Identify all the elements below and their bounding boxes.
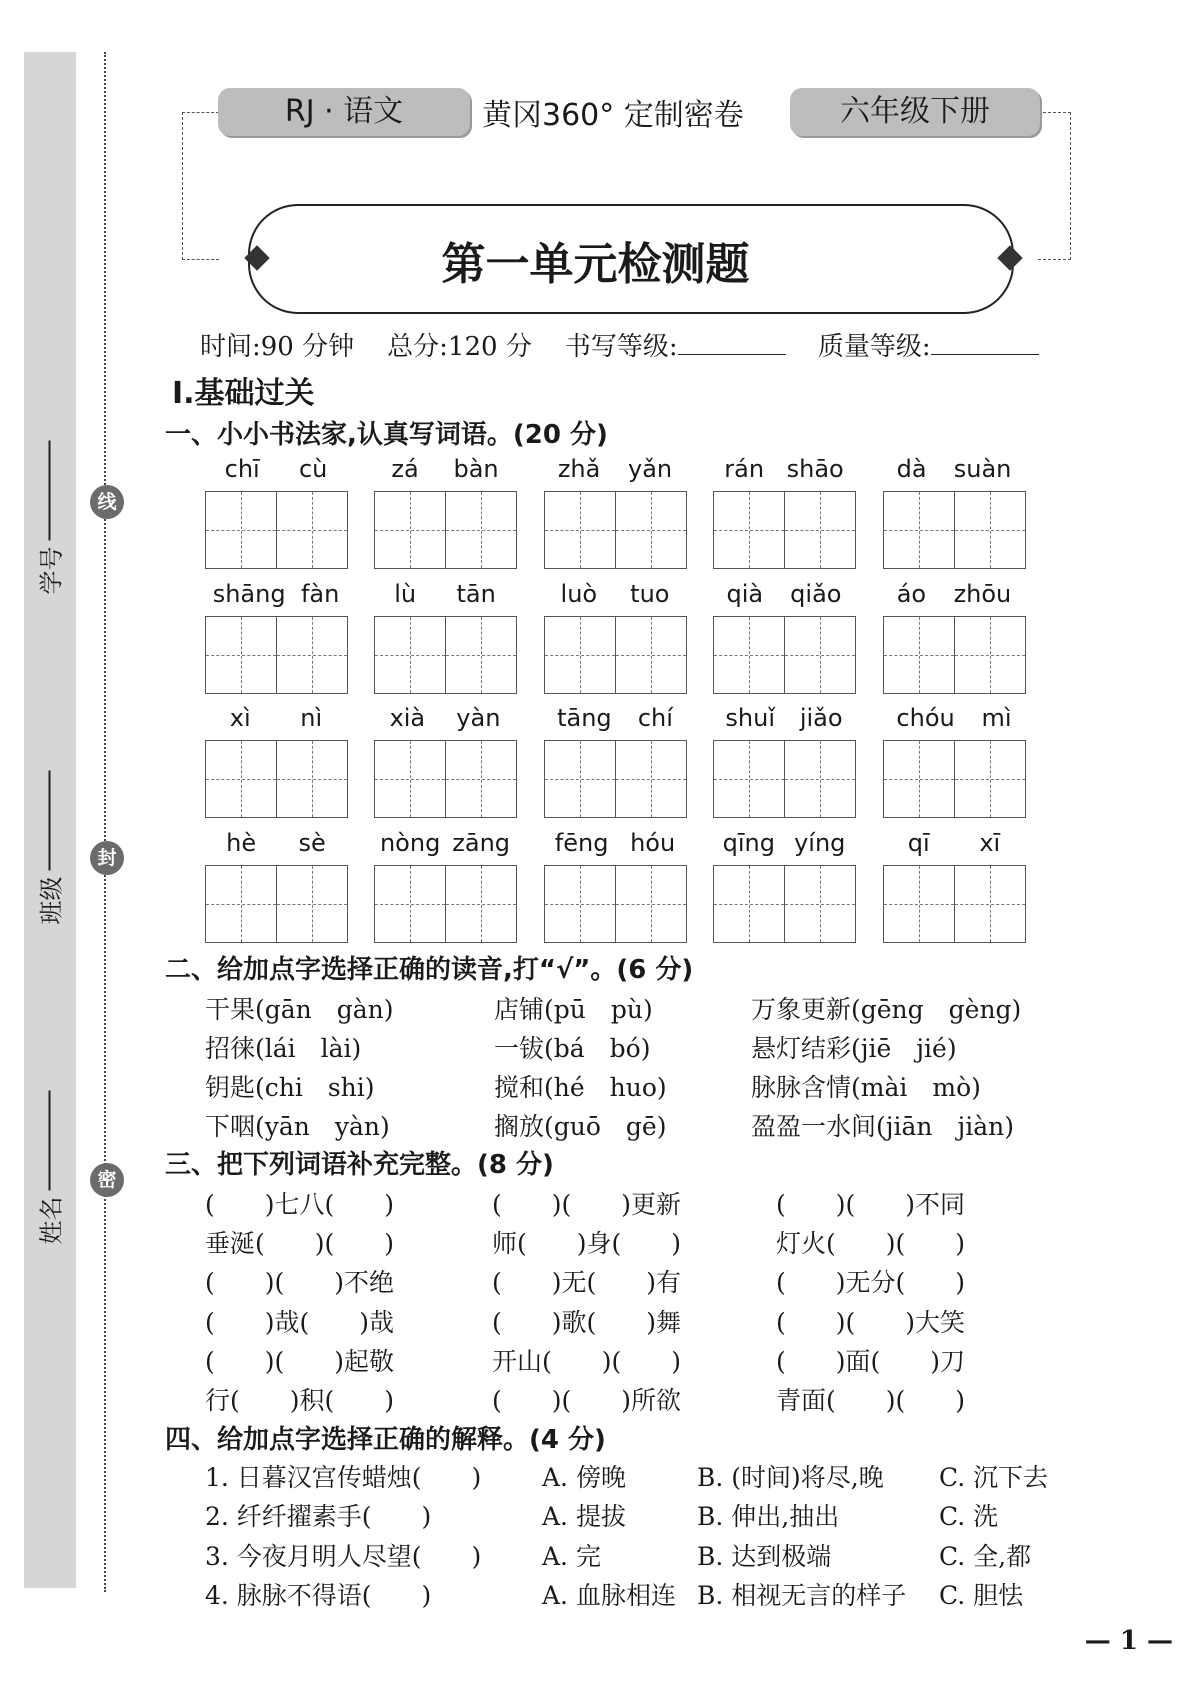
- writing-box-pair: [883, 616, 1025, 693]
- writing-box-pair: [883, 740, 1025, 817]
- question-item[interactable]: 2. 纤纤擢素手( ): [205, 1502, 432, 1532]
- writing-cell[interactable]: [445, 740, 517, 818]
- pinyin: hóu: [630, 829, 676, 857]
- writing-box-pair: [544, 865, 686, 942]
- pinyin: jiǎo: [799, 704, 843, 732]
- answer-option: B. (时间)将尽,晚: [697, 1463, 884, 1492]
- pinyin-pair: [374, 704, 516, 732]
- pinyin: áo: [896, 580, 927, 608]
- pinyin-pair: [205, 704, 347, 732]
- writing-cell[interactable]: [445, 491, 517, 569]
- writing-cell[interactable]: [276, 865, 348, 943]
- idiom-blank-item[interactable]: ( )( )不同: [776, 1190, 966, 1219]
- quality-grade-blank[interactable]: [931, 354, 1039, 355]
- pronunciation-item[interactable]: 招徕(lái lài): [205, 1034, 362, 1063]
- pinyin-pair: [544, 829, 686, 857]
- writing-box-pair: [374, 865, 516, 942]
- writing-cell[interactable]: [954, 491, 1026, 569]
- idiom-blank-item[interactable]: ( )( )大笑: [776, 1307, 966, 1337]
- pinyin-pair: [883, 580, 1025, 608]
- writing-box-pair: [883, 865, 1025, 942]
- idiom-blank-item[interactable]: 开山( )( ): [492, 1346, 682, 1376]
- pinyin-pair: [205, 455, 347, 483]
- idiom-blank-item[interactable]: 师( )身( ): [492, 1229, 682, 1259]
- writing-cell[interactable]: [445, 865, 517, 943]
- time-info: 时间:90 分钟: [200, 332, 355, 362]
- idiom-blank-item[interactable]: 灯火( )( ): [776, 1229, 966, 1259]
- pinyin-pair: [374, 455, 516, 483]
- pinyin-pair: [713, 580, 855, 608]
- pinyin: shāo: [786, 455, 844, 483]
- idiom-blank-item[interactable]: ( )( )所欲: [492, 1386, 682, 1415]
- idiom-blank-item[interactable]: ( )面( )刀: [776, 1346, 966, 1376]
- q2-heading: 二、给加点字选择正确的读音,打“√”。(6 分): [165, 955, 694, 985]
- pinyin-pair: [713, 455, 855, 483]
- pinyin: mì: [981, 704, 1012, 732]
- writing-cell[interactable]: [205, 740, 277, 818]
- writing-cell[interactable]: [374, 616, 446, 694]
- idiom-blank-item[interactable]: 垂涎( )( ): [205, 1229, 395, 1259]
- pinyin: qī: [907, 829, 930, 857]
- pinyin: tāng: [557, 704, 612, 732]
- pinyin: shuǐ: [725, 704, 775, 732]
- writing-grade-label: 书写等级:: [564, 332, 678, 362]
- answer-option: B. 伸出,抽出: [697, 1502, 840, 1532]
- pinyin: shāng: [212, 580, 286, 608]
- seal-mi: 密: [90, 1163, 124, 1197]
- pinyin-pair: [374, 580, 516, 608]
- name-field[interactable]: [32, 1091, 67, 1245]
- writing-box-pair: [205, 865, 347, 942]
- seal-xian: 线: [90, 485, 124, 519]
- writing-cell[interactable]: [374, 740, 446, 818]
- name-label: 姓名: [37, 1196, 66, 1245]
- writing-cell[interactable]: [784, 491, 856, 569]
- pronunciation-item[interactable]: 店铺(pū pù): [494, 995, 653, 1024]
- writing-box-pair: [544, 491, 686, 568]
- answer-option: B. 相视无言的样子: [697, 1580, 907, 1610]
- pinyin: zhǎ: [557, 455, 601, 483]
- writing-box-pair: [713, 616, 855, 693]
- q4-heading: 四、给加点字选择正确的解释。(4 分): [165, 1425, 606, 1455]
- pinyin: cù: [298, 455, 328, 483]
- q3-heading: 三、把下列词语补充完整。(8 分): [165, 1150, 554, 1180]
- pinyin: suàn: [953, 455, 1012, 483]
- writing-cell[interactable]: [544, 616, 616, 694]
- class-label: 班级: [37, 876, 66, 925]
- idiom-blank-item[interactable]: ( )( )不绝: [205, 1268, 395, 1298]
- pinyin: chóu: [896, 704, 955, 732]
- writing-box-pair: [205, 616, 347, 693]
- pinyin: sè: [298, 829, 326, 857]
- pronunciation-item[interactable]: 一钹(bá bó): [494, 1034, 651, 1063]
- writing-cell[interactable]: [883, 491, 955, 569]
- idiom-blank-item[interactable]: ( )无( )有: [492, 1268, 682, 1298]
- question-item[interactable]: 1. 日暮汉宫传蜡烛( ): [205, 1463, 482, 1492]
- pinyin: xì: [229, 704, 251, 732]
- writing-cell[interactable]: [615, 740, 687, 818]
- pronunciation-item[interactable]: 搅和(hé huo): [494, 1073, 667, 1102]
- seal-feng: 封: [90, 841, 124, 875]
- writing-box-pair: [713, 740, 855, 817]
- pinyin: chī: [224, 455, 260, 483]
- writing-box-pair: [374, 491, 516, 568]
- pinyin: zhōu: [953, 580, 1012, 608]
- writing-cell[interactable]: [713, 616, 785, 694]
- writing-cell[interactable]: [374, 865, 446, 943]
- pinyin: bàn: [453, 455, 499, 483]
- writing-cell[interactable]: [276, 740, 348, 818]
- pinyin: luò: [560, 580, 598, 608]
- pinyin: chí: [637, 704, 673, 732]
- idiom-blank-item[interactable]: ( )( )起敬: [205, 1346, 395, 1376]
- writing-box-pair: [374, 740, 516, 817]
- writing-box-pair: [713, 491, 855, 568]
- answer-option: C. 胆怯: [939, 1580, 1024, 1610]
- pinyin: yíng: [794, 829, 846, 857]
- pinyin-pair: [883, 704, 1025, 732]
- writing-cell[interactable]: [883, 865, 955, 943]
- writing-cell[interactable]: [713, 740, 785, 818]
- writing-grade-blank[interactable]: [678, 354, 786, 355]
- writing-cell[interactable]: [544, 865, 616, 943]
- answer-option: C. 沉下去: [939, 1463, 1049, 1492]
- writing-box-pair: [205, 491, 347, 568]
- answer-option: A. 血脉相连: [542, 1580, 676, 1610]
- class-field[interactable]: [32, 771, 67, 925]
- writing-cell[interactable]: [713, 865, 785, 943]
- writing-cell[interactable]: [615, 491, 687, 569]
- writing-box-pair: [374, 616, 516, 693]
- pinyin: nì: [300, 704, 323, 732]
- writing-cell[interactable]: [713, 491, 785, 569]
- pinyin-pair: [205, 580, 347, 608]
- pinyin-pair: [883, 829, 1025, 857]
- writing-cell[interactable]: [954, 616, 1026, 694]
- writing-box-pair: [205, 740, 347, 817]
- pronunciation-item[interactable]: 搁放(guō gē): [494, 1112, 667, 1141]
- idiom-blank-item[interactable]: ( )无分( ): [776, 1268, 966, 1298]
- pinyin: fēng: [554, 829, 609, 857]
- brand-title: 黄冈360° 定制密卷: [482, 98, 744, 133]
- pinyin: tān: [456, 580, 496, 608]
- pinyin: zá: [391, 455, 419, 483]
- writing-cell[interactable]: [445, 616, 517, 694]
- idiom-blank-item[interactable]: ( )歌( )舞: [492, 1307, 682, 1337]
- writing-cell[interactable]: [954, 740, 1026, 818]
- pinyin: qià: [726, 580, 764, 608]
- idiom-blank-item[interactable]: 青面( )( ): [776, 1386, 966, 1415]
- writing-cell[interactable]: [784, 740, 856, 818]
- writing-box-pair: [544, 616, 686, 693]
- writing-cell[interactable]: [954, 865, 1026, 943]
- writing-box-pair: [713, 865, 855, 942]
- pronunciation-item[interactable]: 钥匙(chi shi): [205, 1073, 375, 1102]
- writing-cell[interactable]: [205, 616, 277, 694]
- writing-cell[interactable]: [205, 491, 277, 569]
- pinyin-pair: [883, 455, 1025, 483]
- subject-badge: RJ · 语文: [218, 88, 470, 136]
- page-title: 第一单元检测题: [441, 239, 750, 290]
- pinyin: yàn: [456, 704, 501, 732]
- pinyin: xī: [979, 829, 1001, 857]
- writing-cell[interactable]: [544, 740, 616, 818]
- pinyin: dà: [896, 455, 927, 483]
- idiom-blank-item[interactable]: 行( )积( ): [205, 1386, 395, 1415]
- writing-cell[interactable]: [784, 865, 856, 943]
- pinyin: rán: [724, 455, 765, 483]
- pinyin-pair: [544, 580, 686, 608]
- pronunciation-item[interactable]: 万象更新(gēng gèng): [751, 995, 1022, 1024]
- pinyin-pair: [205, 829, 347, 857]
- quality-grade-label: 质量等级:: [817, 332, 931, 362]
- pinyin-pair: [713, 829, 855, 857]
- pinyin: fàn: [300, 580, 340, 608]
- idiom-blank-item[interactable]: ( )七八( ): [205, 1190, 395, 1219]
- pronunciation-item[interactable]: 盈盈一水间(jiān jiàn): [751, 1112, 1015, 1141]
- writing-cell[interactable]: [615, 865, 687, 943]
- q1-heading: 一、小小书法家,认真写词语。(20 分): [165, 420, 608, 450]
- pinyin: lù: [394, 580, 417, 608]
- pronunciation-item[interactable]: 干果(gān gàn): [205, 995, 394, 1024]
- pinyin: qiǎo: [790, 580, 842, 608]
- question-item[interactable]: 3. 今夜月明人尽望( ): [205, 1541, 482, 1571]
- grade-badge: 六年级下册: [790, 88, 1040, 136]
- score-info: 总分:120 分: [387, 332, 532, 362]
- pinyin: hè: [226, 829, 257, 857]
- exam-info: [200, 326, 1063, 363]
- idiom-blank-item[interactable]: ( )( )更新: [492, 1190, 682, 1219]
- page-number: — 1 —: [1084, 1626, 1173, 1656]
- question-item[interactable]: 4. 脉脉不得语( ): [205, 1580, 432, 1610]
- idiom-blank-item[interactable]: ( )哉( )哉: [205, 1307, 395, 1337]
- pinyin: xià: [389, 704, 426, 732]
- writing-cell[interactable]: [205, 865, 277, 943]
- pinyin-pair: [713, 704, 855, 732]
- writing-cell[interactable]: [784, 616, 856, 694]
- writing-cell[interactable]: [883, 616, 955, 694]
- writing-box-pair: [883, 491, 1025, 568]
- writing-cell[interactable]: [276, 491, 348, 569]
- pinyin: tuo: [630, 580, 670, 608]
- pronunciation-item[interactable]: 悬灯结彩(jiē jié): [751, 1034, 957, 1063]
- answer-option: A. 提拔: [542, 1502, 626, 1532]
- pinyin: qīng: [722, 829, 775, 857]
- pinyin: zāng: [452, 829, 511, 857]
- student-id-label: 学号: [37, 546, 66, 595]
- student-id-field[interactable]: [32, 441, 67, 595]
- writing-box-pair: [544, 740, 686, 817]
- answer-option: A. 傍晚: [542, 1463, 626, 1492]
- writing-cell[interactable]: [883, 740, 955, 818]
- writing-cell[interactable]: [544, 491, 616, 569]
- writing-cell[interactable]: [615, 616, 687, 694]
- answer-option: C. 全,都: [939, 1541, 1032, 1571]
- pinyin: nòng: [379, 829, 441, 857]
- answer-option: C. 洗: [939, 1502, 999, 1532]
- part-heading: Ⅰ.基础过关: [172, 376, 315, 411]
- pinyin-pair: [374, 829, 516, 857]
- answer-option: B. 达到极端: [697, 1541, 832, 1571]
- pinyin-pair: [544, 455, 686, 483]
- pinyin: yǎn: [628, 455, 673, 483]
- writing-cell[interactable]: [374, 491, 446, 569]
- answer-option: A. 完: [542, 1541, 601, 1571]
- pronunciation-item[interactable]: 脉脉含情(mài mò): [751, 1073, 981, 1102]
- pinyin-pair: [544, 704, 686, 732]
- pronunciation-item[interactable]: 下咽(yān yàn): [205, 1112, 390, 1141]
- writing-cell[interactable]: [276, 616, 348, 694]
